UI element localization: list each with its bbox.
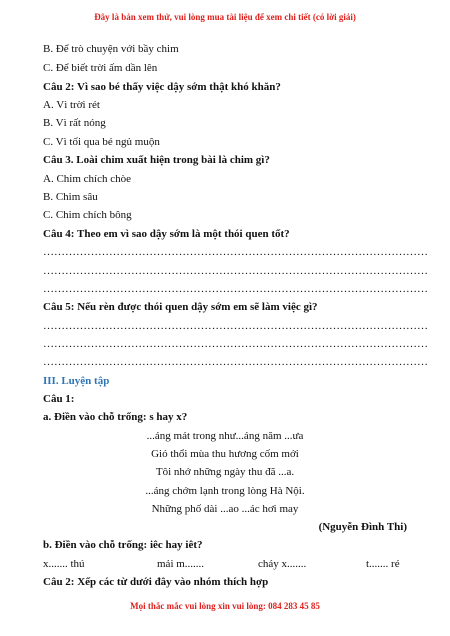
answer-option: C. Vì tối qua bé ngủ muộn <box>43 136 160 148</box>
answer-option: A. Chim chích chòe <box>43 173 131 185</box>
exercise-1b: b. Điền vào chỗ trống: iêc hay iêt? <box>43 539 203 551</box>
answer-line: …………………………………………………………………………………………… <box>43 320 428 332</box>
header-notice: Đây là bản xem thử, vui lòng mua tài liệu để xem chi tiết (có lời giải) <box>94 12 356 22</box>
section-heading: III. Luyện tập <box>43 375 110 387</box>
answer-option: A. Vì trời rét <box>43 99 100 111</box>
poem-line: Gió thổi mùa thu hương cốm mới <box>151 448 299 460</box>
answer-option: B. Chim sâu <box>43 191 98 203</box>
answer-option: C. Chim chích bông <box>43 209 132 221</box>
poem-line: ...áng mát trong như...áng năm ...ưa <box>146 430 304 442</box>
poem-author: (Nguyễn Đình Thi) <box>318 521 407 533</box>
answer-option: C. Để biết trời ấm dần lên <box>43 62 158 74</box>
question-3: Câu 3. Loài chim xuất hiện trong bài là chim gì? <box>43 154 270 166</box>
answer-line: …………………………………………………………………………………………… <box>43 338 428 350</box>
footer-notice: Mọi thắc mắc vui lòng xin vui lòng: 084 283 45 85 <box>130 601 320 611</box>
poem-line: Tôi nhớ những ngày thu đã ...a. <box>155 466 295 478</box>
answer-line: …………………………………………………………………………………………… <box>43 246 428 258</box>
answer-option: B. Để trò chuyện với bầy chim <box>43 43 179 55</box>
exercise-1: Câu 1: <box>43 393 75 405</box>
fill-blank-item: mải m....... <box>157 558 205 570</box>
exercise-1a: a. Điền vào chỗ trống: s hay x? <box>43 411 188 423</box>
question-4: Câu 4: Theo em vì sao dậy sớm là một thói quen tốt? <box>43 228 290 240</box>
question-2: Câu 2: Vì sao bé thấy việc dậy sớm thật khó khăn? <box>43 81 281 93</box>
poem-line: Những phố dài ...ao ...ác hơi may <box>151 503 299 515</box>
fill-blank-item: x....... thú <box>43 558 85 570</box>
poem-line: ...áng chớm lạnh trong lòng Hà Nội. <box>145 485 305 497</box>
answer-line: …………………………………………………………………………………………… <box>43 283 428 295</box>
fill-blank-item: cháy x....... <box>258 558 307 570</box>
exercise-2: Câu 2: Xếp các từ dưới đây vào nhóm thích hợp <box>43 576 269 588</box>
question-5: Câu 5: Nếu rèn được thói quen dậy sớm em sẽ làm việc gì? <box>43 301 318 313</box>
fill-blank-item: t....... ré <box>366 558 400 570</box>
answer-line: …………………………………………………………………………………………… <box>43 265 428 277</box>
answer-option: B. Vì rất nóng <box>43 117 106 129</box>
answer-line: …………………………………………………………………………………………… <box>43 356 428 368</box>
